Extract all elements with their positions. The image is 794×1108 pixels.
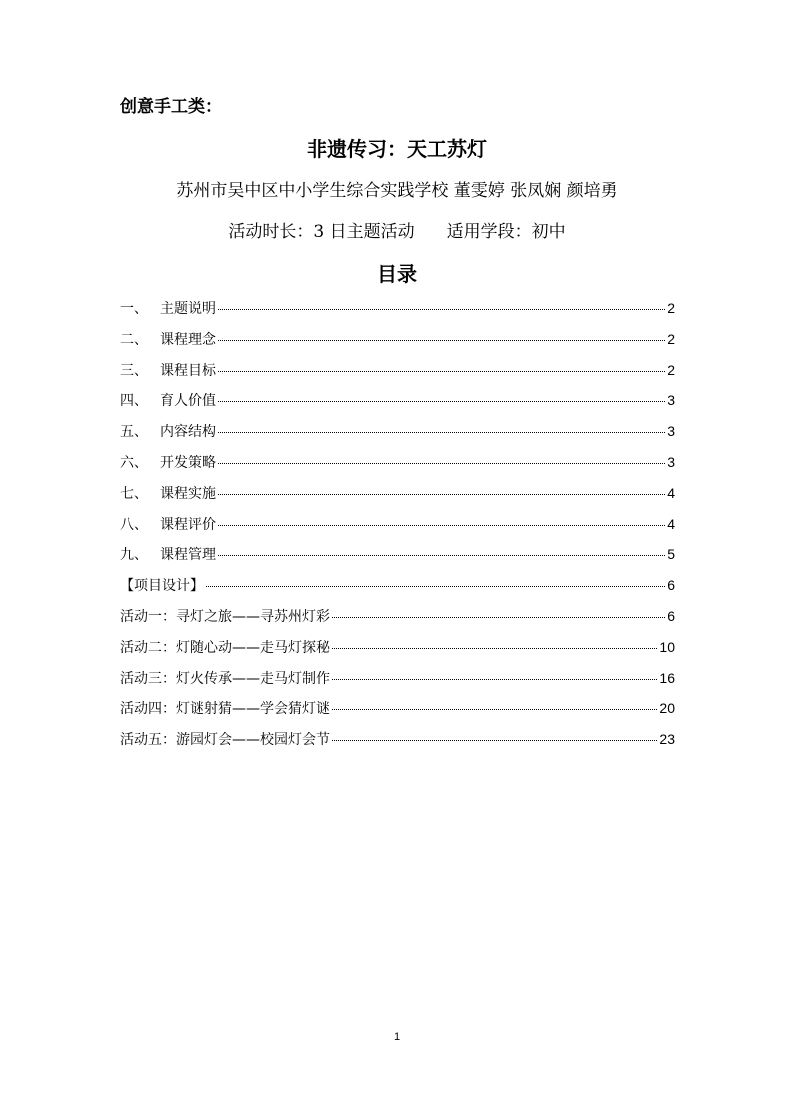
- toc-dot-leader: [218, 525, 665, 526]
- toc-entry[interactable]: [120, 421, 675, 452]
- toc-entry-page: 6: [667, 577, 675, 594]
- toc-entry-number: 二、: [120, 331, 148, 348]
- category-label: 创意手工类：: [120, 97, 222, 117]
- toc-entry[interactable]: [120, 606, 675, 637]
- document-title: 非遗传习：天工苏灯: [307, 137, 487, 161]
- toc-entry-page: 16: [659, 669, 675, 686]
- toc-entry[interactable]: [120, 729, 675, 760]
- toc-entry-label: 【项目设计】: [120, 578, 204, 595]
- toc-entry-page: 3: [667, 392, 675, 409]
- toc-dot-leader: [218, 340, 665, 341]
- toc-entry[interactable]: [120, 298, 675, 329]
- toc-entry[interactable]: [120, 637, 675, 668]
- toc-entry[interactable]: [120, 360, 675, 391]
- activity-meta: [0, 217, 794, 242]
- toc-entry-page: 6: [667, 607, 675, 624]
- toc-dot-leader: [332, 679, 657, 680]
- toc-dot-leader: [332, 648, 657, 649]
- toc-entry-page: 4: [667, 515, 675, 532]
- toc-dot-leader: [218, 463, 665, 464]
- toc-dot-leader: [206, 586, 665, 587]
- toc-entry-label: 活动四：灯谜射猜——学会猜灯谜: [120, 701, 330, 718]
- toc-entry-label: 课程评价: [160, 516, 216, 533]
- toc-entry-page: 2: [667, 330, 675, 347]
- toc-heading: 目录: [377, 262, 417, 286]
- toc-entry-page: 2: [667, 361, 675, 378]
- duration-text: 活动时长：3 日主题活动: [228, 222, 415, 242]
- toc-dot-leader: [332, 617, 665, 618]
- toc-entry-number: 一、: [120, 301, 148, 317]
- toc-dot-leader: [218, 432, 665, 433]
- toc-entry[interactable]: [120, 452, 675, 483]
- toc-entry-label: 活动一：寻灯之旅——寻苏州灯彩: [120, 608, 330, 625]
- grade-text: 适用学段：初中: [446, 222, 566, 242]
- toc-dot-leader: [218, 555, 665, 556]
- toc-entry-number: 三、: [120, 362, 148, 379]
- toc-entry-number: 七、: [120, 485, 148, 502]
- toc-entry-label: 活动五：游园灯会——校园灯会节: [120, 732, 330, 749]
- toc-entry-page: 3: [667, 423, 675, 440]
- toc-entry-label: 课程实施: [160, 485, 216, 502]
- toc-entry[interactable]: [120, 575, 675, 606]
- page-number: 1: [393, 1031, 401, 1043]
- toc-entry-page: 5: [667, 546, 675, 563]
- toc-entry[interactable]: [120, 544, 675, 575]
- toc-entry-page: 20: [659, 700, 675, 717]
- toc-entry-number: 九、: [120, 547, 148, 564]
- toc-entry-label: 活动三：灯火传承——走马灯制作: [120, 670, 330, 687]
- toc-entry[interactable]: [120, 329, 675, 360]
- toc-entry-label: 课程管理: [160, 547, 216, 564]
- toc-entry-number: 六、: [120, 454, 148, 471]
- toc-entry-page: 4: [667, 484, 675, 501]
- authors-line: 苏州市吴中区中小学生综合实践学校 董雯婷 张凤娴 颜培勇: [176, 181, 618, 201]
- toc-dot-leader: [332, 709, 657, 710]
- toc-entry-number: 八、: [120, 516, 148, 533]
- toc-entry[interactable]: [120, 668, 675, 699]
- toc-dot-leader: [218, 494, 665, 495]
- toc-dot-leader: [332, 740, 657, 741]
- toc-entry-number: 四、: [120, 393, 148, 410]
- toc-entry[interactable]: [120, 514, 675, 545]
- table-of-contents: [120, 298, 675, 760]
- toc-entry-label: 内容结构: [160, 424, 216, 441]
- toc-entry-label: 主题说明: [160, 301, 216, 317]
- toc-entry-label: 活动二：灯随心动——走马灯探秘: [120, 639, 330, 656]
- toc-entry[interactable]: [120, 698, 675, 729]
- toc-entry-page: 3: [667, 453, 675, 470]
- toc-entry-page: 2: [667, 300, 675, 316]
- toc-dot-leader: [218, 309, 665, 310]
- toc-entry[interactable]: [120, 483, 675, 514]
- toc-dot-leader: [218, 401, 665, 402]
- toc-entry-page: 10: [659, 638, 675, 655]
- toc-dot-leader: [218, 371, 665, 372]
- toc-entry-label: 课程理念: [160, 331, 216, 348]
- toc-entry-label: 课程目标: [160, 362, 216, 379]
- toc-entry[interactable]: [120, 390, 675, 421]
- toc-entry-label: 育人价值: [160, 393, 216, 410]
- toc-entry-label: 开发策略: [160, 454, 216, 471]
- toc-entry-number: 五、: [120, 424, 148, 441]
- toc-entry-page: 23: [659, 731, 675, 748]
